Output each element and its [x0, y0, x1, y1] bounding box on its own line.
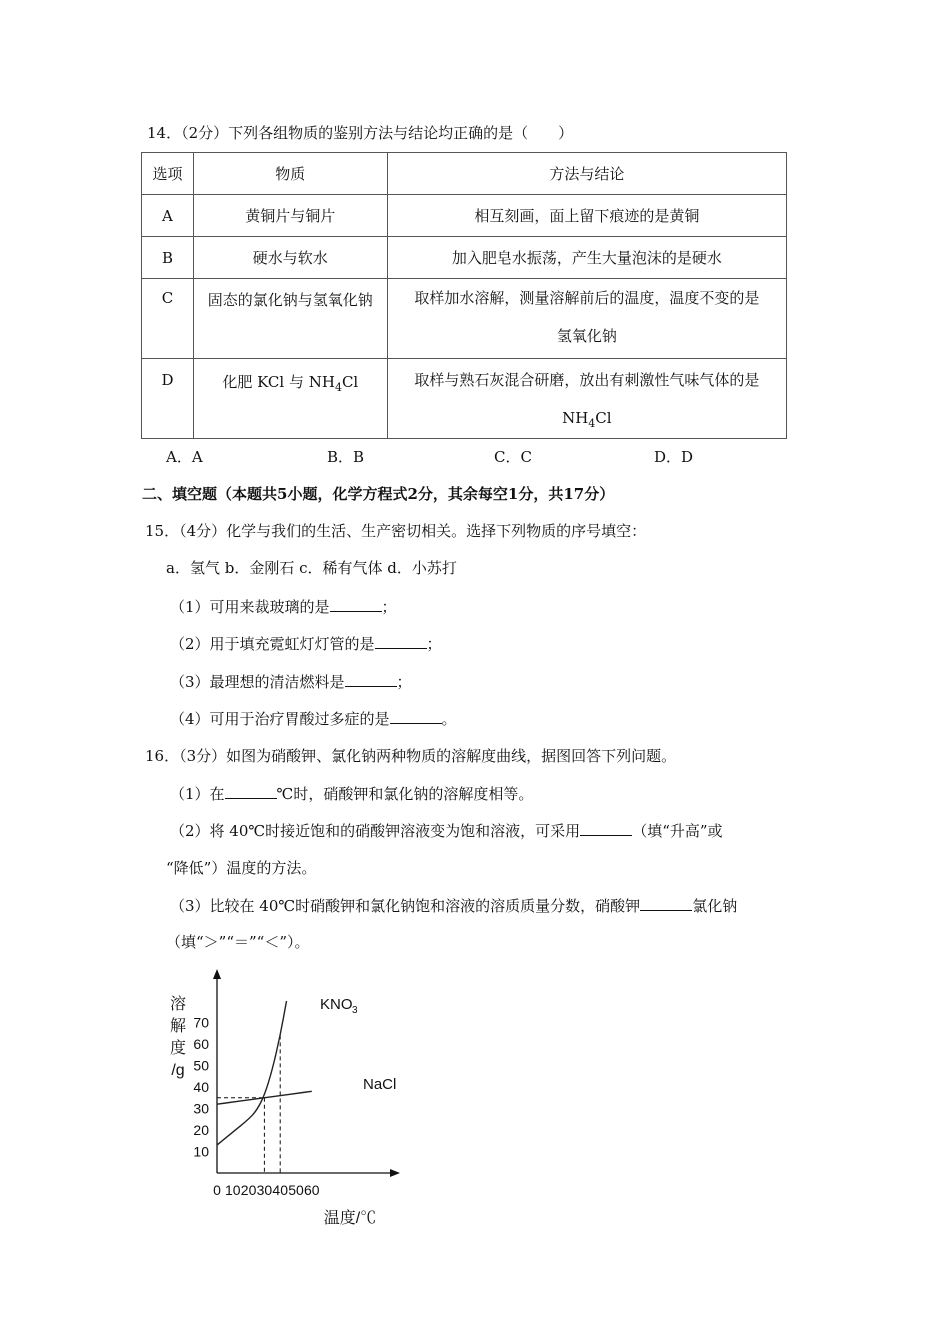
y-axis-arrow: [213, 969, 221, 979]
y-axis-label: [170, 995, 186, 1079]
row-method: 取样加水溶解，测量溶解前后的温度，温度不变的是 氢氧化钠: [387, 279, 786, 359]
choice-d[interactable]: D．D: [654, 448, 694, 466]
q15-options: a．氢气 b．金刚石 c．稀有气体 d．小苏打: [166, 559, 457, 577]
answer-blank[interactable]: [580, 820, 632, 836]
y-label-char: /g: [171, 1062, 185, 1079]
y-label-char: 溶: [169, 996, 187, 1013]
q15-item-1: （1）可用来裁玻璃的是 ；: [170, 598, 397, 616]
row-substance: 黄铜片与铜片: [193, 195, 387, 237]
q15-stem: 15．（4分）化学与我们的生活、生产密切相关。选择下列物质的序号填空：: [145, 522, 647, 540]
q14-stem: 14．（2分）下列各组物质的鉴别方法与结论均正确的是（ ）: [147, 124, 574, 142]
x-tick-label: 50: [288, 1182, 304, 1198]
row-option: D: [142, 359, 194, 439]
row-substance: 化肥 KCl 与 $NH_4Cl$: [193, 359, 387, 439]
q16-stem: 16．（3分）如图为硝酸钾、氯化钠两种物质的溶解度曲线，据图回答下列问题。: [145, 747, 677, 765]
y-tick-label: 50: [193, 1057, 209, 1074]
x-tick-label: 20: [240, 1182, 257, 1198]
q16-part-2-cont: “降低”）温度的方法。: [166, 859, 317, 877]
q15-item-2: （2）用于填充霓虹灯灯管的是 ；: [170, 635, 442, 653]
choice-a[interactable]: A．A: [166, 448, 203, 466]
answer-blank[interactable]: [640, 895, 692, 911]
y-tick-label: 40: [193, 1079, 209, 1095]
chart-series: [217, 1001, 312, 1145]
y-label-char: 解: [169, 1018, 187, 1035]
row-option: A: [142, 195, 194, 237]
chart-labels: [320, 996, 396, 1227]
chart-axes: [213, 969, 400, 1177]
y-tick-label: 70: [193, 1014, 209, 1031]
y-label-char: 度: [169, 1040, 187, 1057]
kno3-subscript: 3: [352, 1005, 358, 1016]
q14-table: [141, 152, 787, 439]
row-method: 相互刻画，面上留下痕迹的是黄铜: [387, 195, 786, 237]
row-method: 加入肥皂水振荡，产生大量泡沫的是硬水: [387, 237, 786, 279]
answer-blank[interactable]: [345, 671, 397, 687]
nacl-label: NaCl: [363, 1076, 397, 1093]
header-option: 选项: [142, 153, 194, 195]
q16-part-3-cont: （填“＞”“＝”“＜”）。: [166, 933, 310, 951]
q16-part-1: （1）在 ℃时，硝酸钾和氯化钠的溶解度相等。: [170, 785, 534, 803]
answer-blank[interactable]: [225, 783, 277, 799]
answer-blank[interactable]: [375, 633, 427, 649]
x-tick-label: 30: [256, 1182, 273, 1198]
chart-guides: [217, 1035, 280, 1173]
x-tick-label: 10: [225, 1182, 241, 1198]
x-tick-label: 60: [304, 1182, 320, 1198]
answer-blank[interactable]: [390, 708, 442, 724]
choice-b[interactable]: B．B: [327, 448, 365, 466]
q16-part-2: （2）将 40℃时接近饱和的硝酸钾溶液变为饱和溶液，可采用 （填“升高”或: [170, 822, 723, 840]
header-substance: 物质: [193, 153, 387, 195]
row-substance: 硬水与软水: [193, 237, 387, 279]
x-axis-arrow: [390, 1169, 400, 1177]
table-row: [142, 237, 787, 279]
header-method: 方法与结论: [387, 153, 786, 195]
y-tick-label: 20: [193, 1122, 209, 1138]
y-tick-label: 60: [193, 1036, 209, 1052]
solubility-chart: [160, 965, 420, 1235]
row-substance: 固态的氯化钠与氢氧化钠: [193, 279, 387, 359]
y-tick-label: 30: [193, 1100, 209, 1117]
table-row: [142, 279, 787, 359]
y-tick-label: 10: [193, 1143, 209, 1160]
table-row: [142, 195, 787, 237]
answer-blank[interactable]: [330, 596, 382, 612]
row-option: B: [142, 237, 194, 279]
q16-part-3: （3）比较在 40℃时硝酸钾和氯化钠饱和溶液的溶质质量分数，硝酸钾 氯化钠: [170, 897, 738, 915]
row-option: C: [142, 279, 194, 359]
chart-ticks: [193, 1015, 319, 1199]
section-title: 二、填空题（本题共5小题，化学方程式2分，其余每空1分，共17分）: [142, 485, 615, 503]
series-line-kno3: [217, 1001, 287, 1145]
x-tick-label: 0: [213, 1182, 221, 1198]
table-row: [142, 359, 787, 439]
row-method: 取样与熟石灰混合研磨，放出有刺激性气味气体的是 $NH_4Cl$: [387, 359, 786, 439]
q15-item-4: （4）可用于治疗胃酸过多症的是 。: [170, 710, 457, 728]
kno3-label: KNO: [320, 996, 353, 1013]
choice-c[interactable]: C．C: [494, 448, 532, 466]
q15-item-3: （3）最理想的清洁燃料是 ；: [170, 673, 412, 691]
x-tick-label: 40: [272, 1182, 288, 1198]
x-axis-label: 温度/℃: [323, 1210, 377, 1227]
